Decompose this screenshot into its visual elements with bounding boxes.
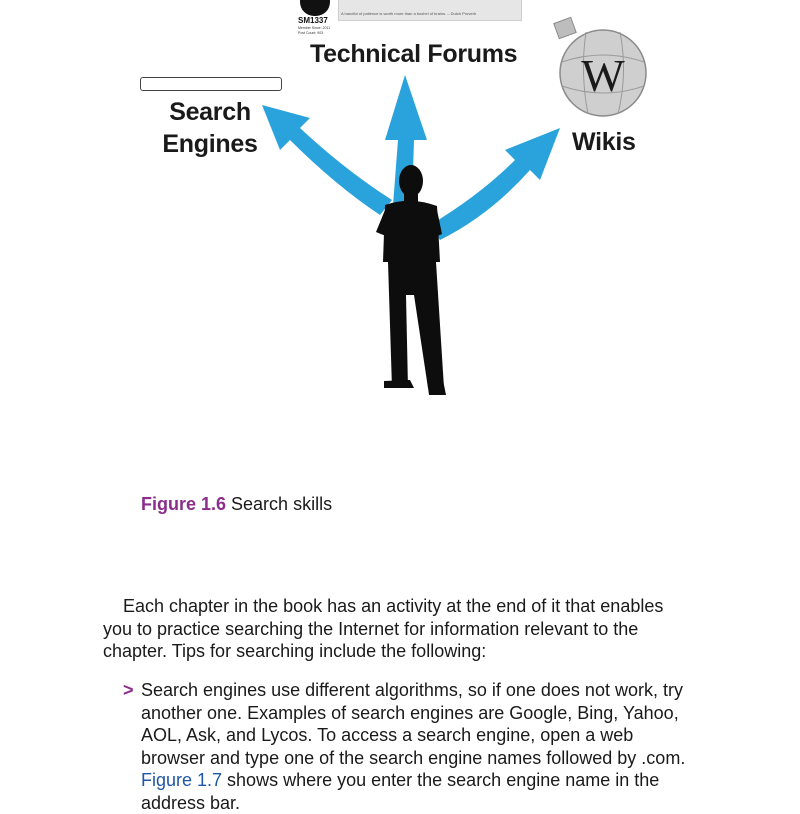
bullet-text-after: shows where you enter the search engine name in the address bar. — [141, 770, 660, 813]
figure-caption-text: Search skills — [226, 494, 333, 514]
forum-post-thumbnail — [296, 0, 522, 44]
forum-post-count: Post Count: 903 — [298, 30, 324, 35]
wiki-globe-logo — [554, 17, 646, 116]
label-search-engines — [148, 96, 272, 160]
arrow-right — [430, 128, 560, 240]
forum-post-tagline: A handful of patience is worth more than a bushel of brains. – Dutch Proverb — [341, 11, 477, 16]
figure-1-7-link[interactable]: Figure 1.7 — [141, 770, 223, 790]
forum-username: SM1337 — [298, 16, 328, 25]
forum-member-since: Member Since: 2011 — [298, 26, 331, 30]
forum-avatar — [300, 0, 330, 16]
wiki-logo-letter: W — [581, 50, 625, 101]
bullet-marker: > — [123, 680, 134, 700]
label-wikis: Wikis — [572, 128, 636, 156]
intro-paragraph: Each chapter in the book has an activity at the end of it that enables you to practice searching the Internet for information relevant to the chapter. Tips for searching include the following: — [103, 596, 664, 661]
forum-user-meta — [298, 26, 330, 35]
figure-number: Figure 1.6 — [141, 494, 227, 514]
label-search-line2: Engines — [162, 130, 258, 158]
arrow-left — [262, 105, 392, 215]
label-search-line1: Search — [169, 98, 251, 126]
figure-caption — [141, 494, 332, 515]
label-technical-forums: Technical Forums — [310, 40, 518, 68]
bullet-text-before: Search engines use different algorithms, so if one does not work, try another one. Examples of search engines are Google, Bing, Yahoo, AOL, Ask, and Lycos. To access a search engine, open a web browser and type one of the search engine names followed by .com. — [141, 680, 686, 768]
body-paragraph — [103, 595, 683, 663]
bullet-text — [141, 679, 696, 814]
search-box-graphic — [140, 77, 282, 91]
